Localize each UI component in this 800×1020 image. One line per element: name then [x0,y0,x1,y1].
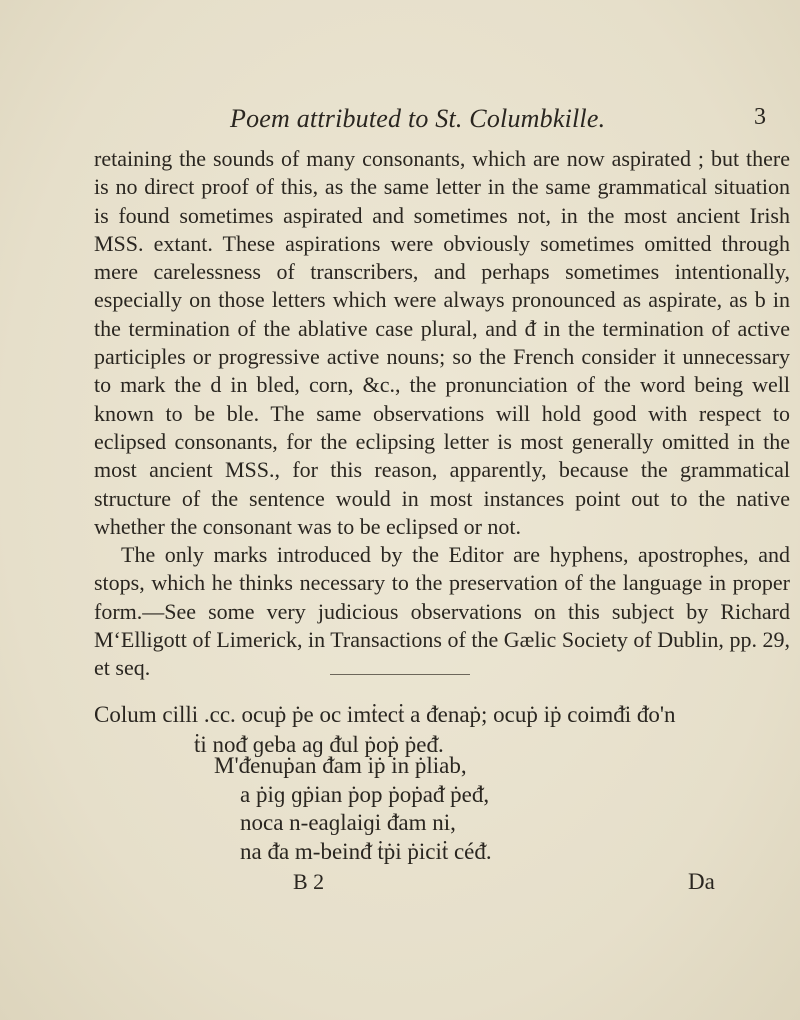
paragraph: The only marks introduced by the Editor are hyphens, apostrophes, and stops, which he thinks necessary to the preservation of the language in proper form.—See some very judicious observations on this subject by Richard M‘Elligott of Limerick, in Transactions of the Gælic Society of Dublin, pp. 29, et seq. [94,542,790,681]
running-head [0,104,800,136]
poem-verse [214,752,774,866]
page-number: 3 [754,104,766,130]
poem-heading-line: ṫi noᵭ ɡeba aɡ ᵭul ṗoṗ ṗeᵭ. [194,732,444,757]
verse-line: M'ᵭenuṗan ᵭam iṗ in ṗliab, [214,753,467,778]
paragraph: retaining the sounds of many consonants, which are now aspirated ; but there is no direct proof of this, as the same letter in the same grammatical situation is found sometimes aspirated and sometimes not, in the most ancient Irish MSS. extant. These aspirations were obviously sometimes omitted through mere carelessness of transcribers, and perhaps sometimes intentionally, especially on those letters which were always pronounced as aspirate, as b in the termination of the ablative case plural, and ᵭ in the termination of active participles or progressive active nouns; so the French consider it unnecessary to mark the d in bled, corn, &c., the pronunciation of the word being well known to be ble. The same observations will hold good with respect to eclipsed consonants, for the eclipsing letter is most generally omitted in the most ancient MSS., for this reason, apparently, because the grammatical structure of the sentence would in most instances point out to the native whether the consonant was to be eclipsed or not. [94,146,790,539]
catchword: Da [688,869,715,894]
poem-heading-line: Colum cilli .cc. ocuṗ ṗe oc imṫecṫ a ᵭenaṗ; ocuṗ iṗ coimᵭi ᵭo'n [94,702,676,727]
verse-line: noca n-eaɡlaiɡi ᵭam ni, [240,810,456,835]
running-title: Poem attributed to St. Columbkille. [230,104,606,133]
body-text [94,145,790,683]
signature-mark: B 2 [293,869,325,894]
section-divider [330,674,470,675]
poem-heading [94,700,790,760]
verse-line: na ᵭa m-beinᵭ ṫṗi ṗiciṫ céᵭ. [240,838,492,864]
verse-line: a ṗiɡ ɡṗian ṗop ṗoṗaᵭ ṗeᵭ, [240,781,490,807]
